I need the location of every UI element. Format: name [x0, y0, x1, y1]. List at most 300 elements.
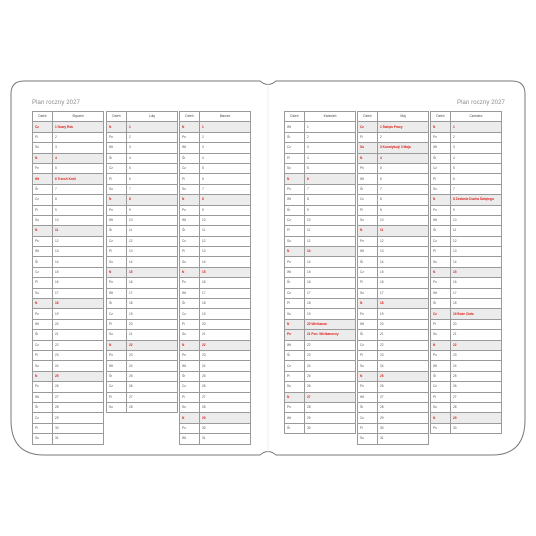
date-cell[interactable]: 1 — [305, 122, 356, 132]
date-cell[interactable]: 14 — [200, 257, 251, 267]
date-cell[interactable]: 20 — [451, 319, 502, 329]
date-cell[interactable]: 19 — [378, 309, 429, 319]
date-cell[interactable]: 7 — [200, 184, 251, 194]
date-cell[interactable]: 23 — [200, 350, 251, 360]
date-cell[interactable]: 22 — [200, 340, 251, 350]
day-row[interactable] — [107, 392, 178, 402]
day-row[interactable] — [33, 309, 104, 319]
date-cell[interactable]: 3 — [451, 143, 502, 153]
day-row[interactable] — [33, 350, 104, 360]
date-cell[interactable]: 1 Święto Pracy — [378, 122, 429, 132]
day-row[interactable] — [431, 361, 502, 371]
date-cell[interactable]: 23 — [53, 350, 104, 360]
day-row[interactable] — [285, 299, 356, 309]
date-cell[interactable]: 18 — [127, 299, 178, 309]
day-row[interactable] — [180, 402, 251, 412]
day-row[interactable] — [358, 434, 429, 444]
date-cell[interactable]: 9 — [53, 205, 104, 215]
date-cell[interactable]: 8 — [305, 195, 356, 205]
date-cell[interactable]: 1 — [451, 122, 502, 132]
date-cell[interactable]: 24 — [451, 361, 502, 371]
date-cell[interactable]: 15 — [305, 267, 356, 277]
day-row[interactable] — [431, 382, 502, 392]
day-row[interactable] — [431, 205, 502, 215]
day-row[interactable] — [107, 371, 178, 381]
day-row[interactable] — [431, 184, 502, 194]
date-cell[interactable]: 29 — [200, 413, 251, 423]
date-cell[interactable]: 16 — [378, 278, 429, 288]
date-cell[interactable]: 23 — [305, 350, 356, 360]
date-cell[interactable]: 20 Wielkanoc — [305, 319, 356, 329]
day-row[interactable] — [431, 340, 502, 350]
day-row[interactable] — [358, 299, 429, 309]
day-row[interactable] — [431, 402, 502, 412]
day-row[interactable] — [431, 215, 502, 225]
date-cell[interactable]: 13 — [53, 247, 104, 257]
day-row[interactable] — [431, 153, 502, 163]
day-row[interactable] — [431, 288, 502, 298]
date-cell[interactable]: 5 — [53, 163, 104, 173]
day-row[interactable] — [431, 330, 502, 340]
date-cell[interactable]: 6 — [451, 174, 502, 184]
date-cell[interactable]: 24 — [53, 361, 104, 371]
day-row[interactable] — [285, 382, 356, 392]
date-cell[interactable]: 10 — [378, 215, 429, 225]
day-row[interactable] — [33, 382, 104, 392]
date-cell[interactable]: 18 — [451, 299, 502, 309]
date-cell[interactable]: 4 — [200, 153, 251, 163]
day-row[interactable] — [431, 132, 502, 142]
day-row[interactable] — [285, 184, 356, 194]
day-row[interactable] — [285, 350, 356, 360]
day-row[interactable] — [358, 247, 429, 257]
day-row[interactable] — [358, 350, 429, 360]
day-row[interactable] — [33, 215, 104, 225]
date-cell[interactable]: 21 — [53, 330, 104, 340]
day-row[interactable] — [107, 257, 178, 267]
date-cell[interactable]: 19 — [53, 309, 104, 319]
date-cell[interactable]: 4 — [53, 153, 104, 163]
date-cell[interactable]: 24 — [200, 361, 251, 371]
day-row[interactable] — [107, 132, 178, 142]
date-cell[interactable]: 16 — [53, 278, 104, 288]
date-cell[interactable]: 30 — [53, 423, 104, 433]
day-row[interactable] — [180, 247, 251, 257]
day-row[interactable] — [431, 247, 502, 257]
day-row[interactable] — [358, 195, 429, 205]
date-cell[interactable]: 8 — [378, 195, 429, 205]
day-row[interactable] — [33, 402, 104, 412]
day-row[interactable] — [358, 319, 429, 329]
date-cell[interactable]: 28 — [451, 402, 502, 412]
day-row[interactable] — [358, 413, 429, 423]
date-cell[interactable]: 7 — [127, 184, 178, 194]
date-cell[interactable]: 30 — [451, 423, 502, 433]
day-row[interactable] — [358, 226, 429, 236]
day-row[interactable] — [431, 143, 502, 153]
date-cell[interactable]: 19 — [127, 309, 178, 319]
day-row[interactable] — [107, 309, 178, 319]
date-cell[interactable]: 12 — [53, 236, 104, 246]
day-row[interactable] — [285, 278, 356, 288]
day-row[interactable] — [358, 153, 429, 163]
date-cell[interactable]: 11 — [378, 226, 429, 236]
day-row[interactable] — [33, 278, 104, 288]
day-row[interactable] — [358, 122, 429, 132]
date-cell[interactable]: 3 — [305, 143, 356, 153]
date-cell[interactable]: 8 Zesłanie Ducha Świętego — [451, 195, 502, 205]
day-row[interactable] — [431, 423, 502, 433]
date-cell[interactable]: 6 — [127, 174, 178, 184]
day-row[interactable] — [431, 309, 502, 319]
date-cell[interactable]: 5 — [378, 163, 429, 173]
date-cell[interactable]: 17 — [127, 288, 178, 298]
date-cell[interactable]: 25 — [127, 371, 178, 381]
date-cell[interactable]: 16 — [200, 278, 251, 288]
day-row[interactable] — [358, 184, 429, 194]
date-cell[interactable]: 26 — [127, 382, 178, 392]
day-row[interactable] — [180, 288, 251, 298]
day-row[interactable] — [107, 195, 178, 205]
day-row[interactable] — [107, 267, 178, 277]
date-cell[interactable]: 11 — [200, 226, 251, 236]
day-row[interactable] — [285, 288, 356, 298]
date-cell[interactable]: 9 — [451, 205, 502, 215]
date-cell[interactable]: 6 Trzech Króli — [53, 174, 104, 184]
day-row[interactable] — [358, 236, 429, 246]
day-row[interactable] — [180, 340, 251, 350]
day-row[interactable] — [33, 205, 104, 215]
date-cell[interactable]: 9 — [305, 205, 356, 215]
date-cell[interactable]: 13 — [378, 247, 429, 257]
date-cell[interactable]: 20 — [127, 319, 178, 329]
date-cell[interactable]: 22 — [53, 340, 104, 350]
date-cell[interactable]: 8 — [200, 195, 251, 205]
date-cell[interactable]: 5 — [127, 163, 178, 173]
day-row[interactable] — [107, 278, 178, 288]
date-cell[interactable]: 23 — [127, 350, 178, 360]
day-row[interactable] — [285, 413, 356, 423]
day-row[interactable] — [107, 153, 178, 163]
day-row[interactable] — [107, 402, 178, 412]
day-row[interactable] — [285, 330, 356, 340]
date-cell[interactable]: 29 — [378, 413, 429, 423]
date-cell[interactable]: 7 — [378, 184, 429, 194]
day-row[interactable] — [107, 299, 178, 309]
day-row[interactable] — [285, 205, 356, 215]
date-cell[interactable]: 5 — [200, 163, 251, 173]
date-cell[interactable]: 28 — [378, 402, 429, 412]
day-row[interactable] — [180, 153, 251, 163]
date-cell[interactable]: 17 — [451, 288, 502, 298]
date-cell[interactable]: 12 — [127, 236, 178, 246]
day-row[interactable] — [33, 267, 104, 277]
date-cell[interactable]: 5 — [451, 163, 502, 173]
day-row[interactable] — [107, 288, 178, 298]
date-cell[interactable]: 6 — [378, 174, 429, 184]
day-row[interactable] — [107, 319, 178, 329]
day-row[interactable] — [431, 195, 502, 205]
day-row[interactable] — [180, 205, 251, 215]
date-cell[interactable]: 25 — [451, 371, 502, 381]
date-cell[interactable]: 1 — [200, 122, 251, 132]
day-row[interactable] — [358, 278, 429, 288]
date-cell[interactable]: 28 — [305, 402, 356, 412]
date-cell[interactable]: 13 — [200, 247, 251, 257]
date-cell[interactable]: 3 — [53, 143, 104, 153]
date-cell[interactable]: 17 — [200, 288, 251, 298]
date-cell[interactable]: 30 — [378, 423, 429, 433]
day-row[interactable] — [33, 247, 104, 257]
date-cell[interactable]: 31 — [378, 434, 429, 444]
day-row[interactable] — [180, 392, 251, 402]
day-row[interactable] — [33, 299, 104, 309]
day-row[interactable] — [285, 236, 356, 246]
date-cell[interactable]: 21 — [451, 330, 502, 340]
day-row[interactable] — [285, 309, 356, 319]
date-cell[interactable]: 19 Boże Ciało — [451, 309, 502, 319]
day-row[interactable] — [285, 361, 356, 371]
date-cell[interactable]: 3 — [200, 143, 251, 153]
day-row[interactable] — [180, 299, 251, 309]
date-cell[interactable]: 13 — [127, 247, 178, 257]
day-row[interactable] — [33, 184, 104, 194]
day-row[interactable] — [358, 340, 429, 350]
date-cell[interactable]: 26 — [451, 382, 502, 392]
date-cell[interactable]: 26 — [53, 382, 104, 392]
day-row[interactable] — [358, 382, 429, 392]
date-cell[interactable]: 15 — [200, 267, 251, 277]
day-row[interactable] — [358, 361, 429, 371]
date-cell[interactable]: 25 — [378, 371, 429, 381]
date-cell[interactable]: 2 — [305, 132, 356, 142]
date-cell[interactable]: 27 — [127, 392, 178, 402]
day-row[interactable] — [33, 361, 104, 371]
date-cell[interactable]: 7 — [305, 184, 356, 194]
date-cell[interactable]: 15 — [378, 267, 429, 277]
date-cell[interactable]: 21 Pon. Wielkanocny — [305, 330, 356, 340]
date-cell[interactable]: 22 — [451, 340, 502, 350]
date-cell[interactable]: 12 — [378, 236, 429, 246]
day-row[interactable] — [180, 361, 251, 371]
day-row[interactable] — [180, 382, 251, 392]
date-cell[interactable]: 22 — [305, 340, 356, 350]
day-row[interactable] — [431, 350, 502, 360]
day-row[interactable] — [285, 247, 356, 257]
day-row[interactable] — [358, 330, 429, 340]
date-cell[interactable]: 2 — [53, 132, 104, 142]
day-row[interactable] — [107, 143, 178, 153]
date-cell[interactable]: 18 — [305, 299, 356, 309]
day-row[interactable] — [180, 184, 251, 194]
day-row[interactable] — [33, 434, 104, 444]
date-cell[interactable]: 17 — [378, 288, 429, 298]
day-row[interactable] — [431, 163, 502, 173]
day-row[interactable] — [431, 371, 502, 381]
day-row[interactable] — [358, 205, 429, 215]
date-cell[interactable]: 27 — [200, 392, 251, 402]
date-cell[interactable]: 12 — [305, 236, 356, 246]
day-row[interactable] — [285, 226, 356, 236]
day-row[interactable] — [33, 153, 104, 163]
day-row[interactable] — [33, 413, 104, 423]
day-row[interactable] — [107, 163, 178, 173]
day-row[interactable] — [107, 226, 178, 236]
day-row[interactable] — [107, 247, 178, 257]
day-row[interactable] — [180, 371, 251, 381]
date-cell[interactable]: 29 — [53, 413, 104, 423]
day-row[interactable] — [431, 299, 502, 309]
day-row[interactable] — [180, 226, 251, 236]
date-cell[interactable]: 10 — [53, 215, 104, 225]
date-cell[interactable]: 11 — [53, 226, 104, 236]
day-row[interactable] — [180, 122, 251, 132]
day-row[interactable] — [431, 413, 502, 423]
day-row[interactable] — [180, 215, 251, 225]
date-cell[interactable]: 26 — [305, 382, 356, 392]
day-row[interactable] — [180, 434, 251, 444]
day-row[interactable] — [285, 132, 356, 142]
date-cell[interactable]: 18 — [200, 299, 251, 309]
day-row[interactable] — [180, 163, 251, 173]
day-row[interactable] — [358, 215, 429, 225]
day-row[interactable] — [358, 392, 429, 402]
date-cell[interactable]: 21 — [200, 330, 251, 340]
date-cell[interactable]: 21 — [378, 330, 429, 340]
date-cell[interactable]: 2 — [200, 132, 251, 142]
day-row[interactable] — [285, 122, 356, 132]
date-cell[interactable]: 28 — [200, 402, 251, 412]
day-row[interactable] — [431, 319, 502, 329]
date-cell[interactable]: 12 — [451, 236, 502, 246]
day-row[interactable] — [358, 163, 429, 173]
date-cell[interactable]: 17 — [305, 288, 356, 298]
day-row[interactable] — [180, 267, 251, 277]
day-row[interactable] — [107, 340, 178, 350]
day-row[interactable] — [107, 236, 178, 246]
date-cell[interactable]: 25 — [305, 371, 356, 381]
date-cell[interactable]: 31 — [200, 434, 251, 444]
date-cell[interactable]: 1 Nowy Rok — [53, 122, 104, 132]
date-cell[interactable]: 15 — [53, 267, 104, 277]
day-row[interactable] — [33, 371, 104, 381]
date-cell[interactable]: 24 — [127, 361, 178, 371]
date-cell[interactable]: 29 — [305, 413, 356, 423]
date-cell[interactable]: 20 — [53, 319, 104, 329]
day-row[interactable] — [33, 163, 104, 173]
date-cell[interactable]: 31 — [53, 434, 104, 444]
day-row[interactable] — [285, 392, 356, 402]
date-cell[interactable]: 12 — [200, 236, 251, 246]
day-row[interactable] — [107, 205, 178, 215]
date-cell[interactable]: 2 — [378, 132, 429, 142]
day-row[interactable] — [33, 319, 104, 329]
day-row[interactable] — [180, 143, 251, 153]
day-row[interactable] — [431, 392, 502, 402]
date-cell[interactable]: 19 — [200, 309, 251, 319]
day-row[interactable] — [33, 122, 104, 132]
day-row[interactable] — [107, 122, 178, 132]
date-cell[interactable]: 25 — [200, 371, 251, 381]
date-cell[interactable]: 26 — [378, 382, 429, 392]
day-row[interactable] — [180, 278, 251, 288]
date-cell[interactable]: 11 — [127, 226, 178, 236]
day-row[interactable] — [285, 195, 356, 205]
date-cell[interactable]: 13 — [305, 247, 356, 257]
date-cell[interactable]: 2 — [451, 132, 502, 142]
day-row[interactable] — [33, 392, 104, 402]
date-cell[interactable]: 9 — [127, 205, 178, 215]
day-row[interactable] — [107, 174, 178, 184]
date-cell[interactable]: 14 — [127, 257, 178, 267]
day-row[interactable] — [33, 423, 104, 433]
day-row[interactable] — [431, 257, 502, 267]
date-cell[interactable]: 27 — [451, 392, 502, 402]
date-cell[interactable]: 26 — [200, 382, 251, 392]
day-row[interactable] — [107, 330, 178, 340]
day-row[interactable] — [358, 423, 429, 433]
day-row[interactable] — [180, 413, 251, 423]
date-cell[interactable]: 10 — [127, 215, 178, 225]
date-cell[interactable]: 8 — [53, 195, 104, 205]
day-row[interactable] — [285, 319, 356, 329]
day-row[interactable] — [431, 267, 502, 277]
day-row[interactable] — [107, 215, 178, 225]
day-row[interactable] — [180, 350, 251, 360]
day-row[interactable] — [107, 350, 178, 360]
date-cell[interactable]: 16 — [451, 278, 502, 288]
date-cell[interactable]: 9 — [200, 205, 251, 215]
date-cell[interactable]: 14 — [53, 257, 104, 267]
day-row[interactable] — [33, 257, 104, 267]
day-row[interactable] — [33, 174, 104, 184]
day-row[interactable] — [180, 174, 251, 184]
date-cell[interactable]: 10 — [305, 215, 356, 225]
day-row[interactable] — [180, 132, 251, 142]
date-cell[interactable]: 15 — [451, 267, 502, 277]
date-cell[interactable]: 14 — [305, 257, 356, 267]
day-row[interactable] — [285, 174, 356, 184]
date-cell[interactable]: 19 — [305, 309, 356, 319]
date-cell[interactable]: 10 — [451, 215, 502, 225]
date-cell[interactable]: 29 — [451, 413, 502, 423]
date-cell[interactable]: 5 — [305, 163, 356, 173]
date-cell[interactable]: 30 — [305, 423, 356, 433]
date-cell[interactable]: 3 — [127, 143, 178, 153]
date-cell[interactable]: 18 — [53, 299, 104, 309]
date-cell[interactable]: 7 — [53, 184, 104, 194]
day-row[interactable] — [358, 267, 429, 277]
day-row[interactable] — [358, 288, 429, 298]
day-row[interactable] — [180, 236, 251, 246]
day-row[interactable] — [431, 226, 502, 236]
day-row[interactable] — [180, 257, 251, 267]
day-row[interactable] — [285, 143, 356, 153]
date-cell[interactable]: 22 — [127, 340, 178, 350]
day-row[interactable] — [33, 132, 104, 142]
day-row[interactable] — [33, 226, 104, 236]
date-cell[interactable]: 23 — [451, 350, 502, 360]
date-cell[interactable]: 4 — [305, 153, 356, 163]
date-cell[interactable]: 3 Konstytucji 3 Maja — [378, 143, 429, 153]
date-cell[interactable]: 23 — [378, 350, 429, 360]
date-cell[interactable]: 6 — [305, 174, 356, 184]
day-row[interactable] — [33, 340, 104, 350]
date-cell[interactable]: 27 — [305, 392, 356, 402]
day-row[interactable] — [285, 153, 356, 163]
day-row[interactable] — [33, 143, 104, 153]
date-cell[interactable]: 7 — [451, 184, 502, 194]
